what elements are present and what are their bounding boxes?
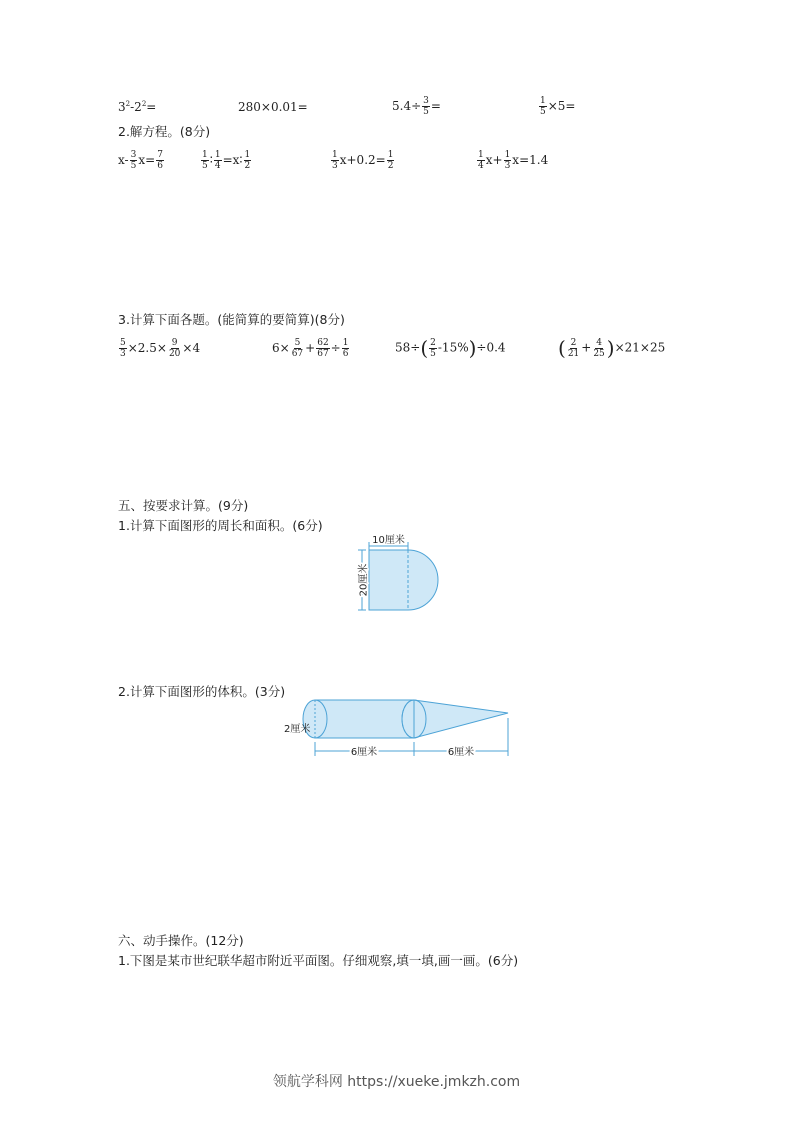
- equation-1: x- $\frac{3}{5}$ x= $\frac{7}{6}$: [118, 150, 163, 171]
- section6-q1: 1.下图是某市世纪联华超市附近平面图。仔细观察,填一填,画一画。(6分): [118, 953, 519, 968]
- section5-q2: 2.计算下面图形的体积。(3分): [118, 684, 286, 699]
- equation-2: $\frac{1}{5}$ ∶ $\frac{1}{4}$ =x∶ $\frac{1}{2}$: [202, 150, 251, 171]
- side-dimension-label: 20厘米: [358, 563, 370, 597]
- calc-2: 6× $\frac{5}{67}$ + $\frac{62}{67}$ ÷ $\frac{1}{6}$: [272, 338, 349, 359]
- calc-4: ( $\frac{2}{21}$ + $\frac{4}{25}$ )×21×25: [558, 336, 666, 360]
- top-dimension-label: 10厘米: [372, 535, 405, 546]
- expr-power-diff: $3^2-2^2=$: [118, 100, 157, 114]
- cone-body: [414, 700, 508, 738]
- section2-title: 2.解方程。(8分): [118, 124, 211, 139]
- section5-title: 五、按要求计算。(9分): [118, 498, 249, 513]
- figure-cylinder-cone: [280, 694, 520, 764]
- equation-4: $\frac{1}{4}$ x+ $\frac{1}{3}$ x=1.4: [478, 150, 549, 171]
- cylinder-body: [315, 700, 426, 738]
- section6-title: 六、动手操作。(12分): [118, 933, 244, 948]
- section5-q1: 1.计算下面图形的周长和面积。(6分): [118, 518, 323, 533]
- diameter-label: 2厘米: [284, 724, 311, 735]
- length-label-1: 6厘米: [350, 747, 378, 758]
- expr-fraction-times: $\frac{1}{5}$ ×5=: [540, 96, 576, 117]
- footer-watermark: 领航学科网 https://xueke.jmkzh.com: [272, 1074, 521, 1090]
- shape-body: [369, 550, 438, 610]
- section3-title: 3.计算下面各题。(能简算的要简算)(8分): [118, 312, 345, 327]
- length-label-2: 6厘米: [447, 747, 475, 758]
- calc-3: 58÷( $\frac{2}{5}$ -15%)÷0.4: [395, 336, 506, 360]
- expr-divide-fraction: 5.4÷ $\frac{3}{5}$ =: [392, 96, 441, 117]
- calc-1: $\frac{5}{3}$ ×2.5× $\frac{9}{20}$ ×4: [120, 338, 201, 359]
- expr-multiply-decimal: 280×0.01=: [238, 100, 308, 114]
- figure-rect-semicircle: [350, 528, 460, 620]
- equation-3: $\frac{1}{3}$ x+0.2= $\frac{1}{2}$: [332, 150, 394, 171]
